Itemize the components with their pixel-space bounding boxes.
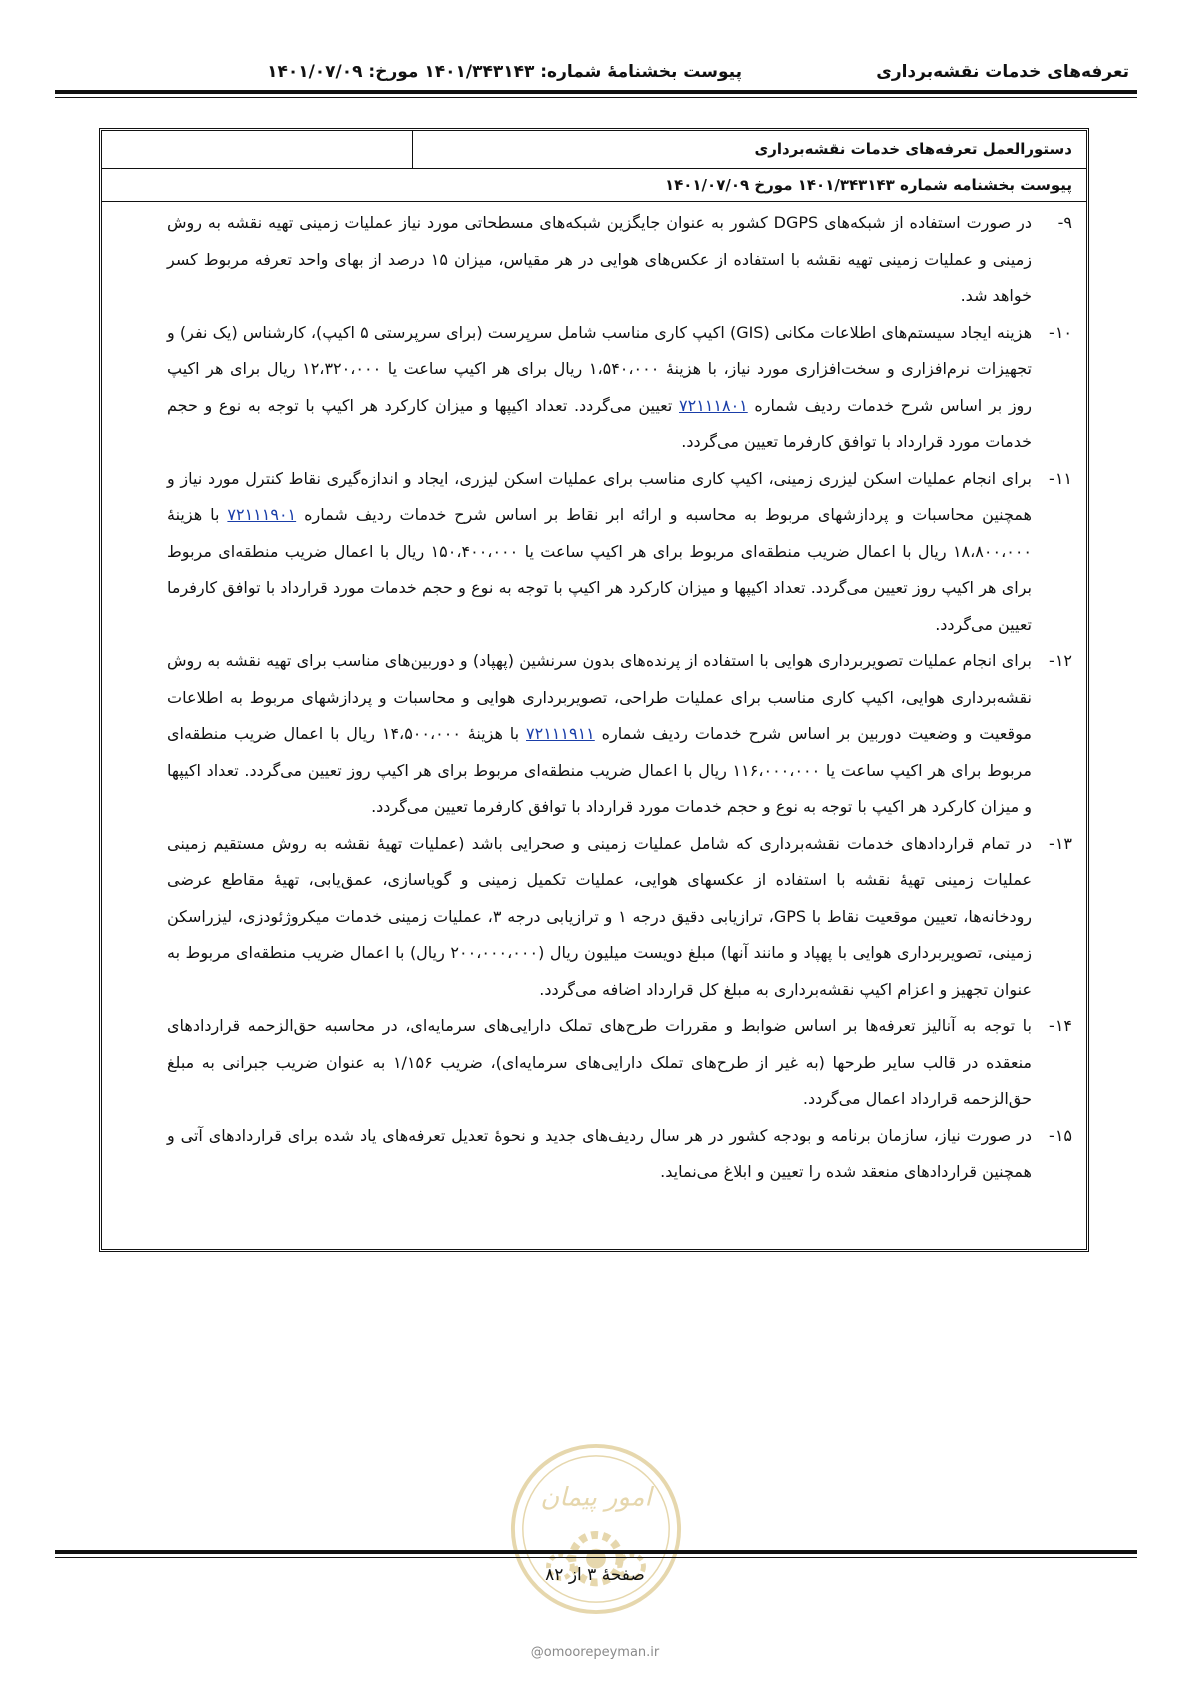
clause-13 [167,826,1072,1009]
clause-12 [167,643,1072,826]
clause-text-part: برای انجام عملیات اسکن لیزری زمینی، اکیپ کاری مناسب برای عملیات اسکن لیزری، ایجاد و اندازه‌گیری نقاط کنترل مورد نیاز و همچنین محاسبات و پردازشهای مربوط به محاسبه و ارائه ابر نقاط بر اساس شرح خدمات ردیف شماره [167,468,1032,524]
clause-text-part: با هزینۀ ۱۴،۵۰۰،۰۰۰ ریال با اعمال ضریب منطقه‌ای مربوط برای هر اکیپ ساعت یا ۱۱۶،۰۰۰،۰۰۰ ریال با اعمال ضریب منطقه‌ای مربوط برای هر اکیپ روز تعیین می‌گردد. تعداد اکیپها و میزان کارکرد هر اکیپ با توجه به نوع و حجم خدمات مورد قرارداد با توافق کارفرما تعیین می‌گردد. [167,724,1032,816]
service-code-link[interactable]: ۷۲۱۱۱۹۱۱ [526,724,595,743]
header-rule-thick [55,90,1137,94]
watermark-logo-text: امور پیمان [540,1482,652,1513]
site-watermark: @omoorepeyman.ir [530,1645,660,1660]
clause-number: ۱۳- [1049,833,1072,853]
table-subtitle-row [102,168,1086,202]
clause-10 [167,315,1072,461]
clauses-list [167,205,1072,1191]
clause-text-part: هزینه ایجاد سیستم‌های اطلاعات مکانی (GIS) اکیپ کاری مناسب شامل سرپرست (برای سرپرستی ۵ اکیپ)، کارشناس (یک نفر) و تجهیزات نرم‌افزاری و سخت‌افزاری مورد نیاز، با هزینۀ ۱،۵۴۰،۰۰۰ ریال برای هر اکیپ ساعت یا ۱۲،۳۲۰،۰۰۰ ریال برای هر اکیپ روز بر اساس شرح خدمات ردیف شماره [167,322,1033,415]
page-header [55,48,1137,96]
clause-number: ۹- [1057,213,1072,232]
clause-text-part: برای انجام عملیات تصویربرداری هوایی با استفاده از پرنده‌های بدون سرنشین (پهپاد) و دوربین‌های مناسب برای تهیه نقشه به روش نقشه‌برداری هوایی، اکیپ کاری مناسب برای عملیات طراحی، تصویربرداری هوایی و محاسبات و پردازشهای مربوط به اطلاعات موقعیت و وضعیت دوربین بر اساس شرح خدمات ردیف شماره [167,651,1032,743]
title-cell-divider [412,131,413,168]
clause-15 [167,1118,1072,1191]
table-title: دستورالعمل تعرفه‌های خدمات نقشه‌برداری [754,140,1072,158]
clause-text-part: تعیین می‌گردد. تعداد اکیپها و میزان کارکرد هر اکیپ با توجه به نوع و حجم خدمات مورد قرارداد با توافق کارفرما تعیین می‌گردد. [167,395,1032,451]
header-document-title: تعرفه‌های خدمات نقشه‌برداری [876,62,1129,82]
footer-rule-thin [55,1557,1137,1558]
watermark-logo-icon [507,1440,685,1618]
clause-text: در تمام قراردادهای خدمات نقشه‌برداری که شامل عملیات زمینی و صحرایی باشد (عملیات تهیۀ نقشه به روش مستقیم زمینی عملیات زمینی تهیۀ نقشه با استفاده از عکسهای هوایی، عملیات تکمیل زمینی و گویاسازی، عمق‌یابی، تهیۀ مقاطع عرضی رودخانه‌ها، تعیین موقعیت نقاط با GPS، ترازیابی دقیق درجه ۱ و ترازیابی درجه ۳، عملیات زمینی خدمات میکروژئودزی، لیزراسکن زمینی، تصویربرداری هوایی با پهپاد و مانند آنها) مبلغ دویست میلیون ریال (۲۰۰،۰۰۰،۰۰۰ ریال) با اعمال ضریب منطقه‌ای مربوط به عنوان تجهیز و اعزام اکیپ نقشه‌برداری به مبلغ کل قرارداد اضافه می‌گردد. [167,833,1033,999]
clause-number: ۱۴- [1049,1016,1072,1035]
service-code-link[interactable]: ۷۲۱۱۱۹۰۱ [227,505,297,524]
table-subtitle: پیوست بخشنامه شماره ۱۴۰۱/۳۴۳۱۴۳ مورخ ۱۴۰۱/۰۷/۰۹ [664,176,1072,194]
clause-14 [167,1008,1072,1118]
footer-rule-thick [55,1550,1137,1554]
clause-number: ۱۰- [1049,322,1072,342]
service-code-link[interactable]: ۷۲۱۱۱۸۰۱ [679,395,748,415]
clause-text-part: با هزینۀ ۱۸،۸۰۰،۰۰۰ ریال با اعمال ضریب منطقه‌ای مربوط برای هر اکیپ ساعت یا ۱۵۰،۴۰۰،۰۰۰ ریال با اعمال ضریب منطقه‌ای مربوط برای هر اکیپ روز تعیین می‌گردد. تعداد اکیپها و میزان کارکرد هر اکیپ با توجه به نوع و حجم خدمات مورد قرارداد با توافق کارفرما تعیین می‌گردد. [167,505,1033,634]
table-title-row [102,131,1086,169]
clause-11 [167,461,1072,644]
clause-number: ۱۵- [1049,1125,1072,1145]
clause-text [167,643,1032,826]
clause-text [167,315,1032,461]
header-rule-thin [55,97,1137,98]
clause-text [167,461,1032,644]
clause-text: در صورت نیاز، سازمان برنامه و بودجه کشور در هر سال ردیف‌های جدید و نحوۀ تعدیل تعرفه‌های یاد شده برای قراردادهای آتی و همچنین قراردادهای منعقد شده را تعیین و ابلاغ می‌نماید. [167,1125,1032,1181]
clause-text: در صورت استفاده از شبکه‌های DGPS کشور به عنوان جایگزین شبکه‌های مسطحاتی مورد نیاز عملیات زمینی تهیه نقشه به روش زمینی و عملیات زمینی تهیه نقشه با استفاده از عکس‌های هوایی در هر مقیاس، میزان ۱۵ درصد از بهای واحد تعرفه مربوط کسر خواهد شد. [167,213,1033,305]
clause-number: ۱۱- [1049,468,1072,488]
header-circular-reference: پیوست بخشنامۀ شماره: ۱۴۰۱/۳۴۳۱۴۳ مورخ: ۱۴۰۱/۰۷/۰۹ [267,62,742,82]
clause-text: با توجه به آنالیز تعرفه‌ها بر اساس ضوابط و مقررات طرح‌های تملک دارایی‌های سرمایه‌ای، در محاسبه حق‌الزحمه قراردادهای منعقده در قالب سایر طرحها (به غیر از طرح‌های تملک دارایی‌های سرمایه‌ای)، ضریب ۱/۱۵۶ به عنوان ضریب جبرانی به مبلغ حق‌الزحمه قرارداد اعمال می‌گردد. [167,1016,1033,1108]
clause-number: ۱۲- [1049,651,1072,670]
clause-9 [167,205,1072,315]
page-number: صفحۀ ۳ از ۸۲ [545,1565,645,1585]
content-frame [99,128,1089,1252]
